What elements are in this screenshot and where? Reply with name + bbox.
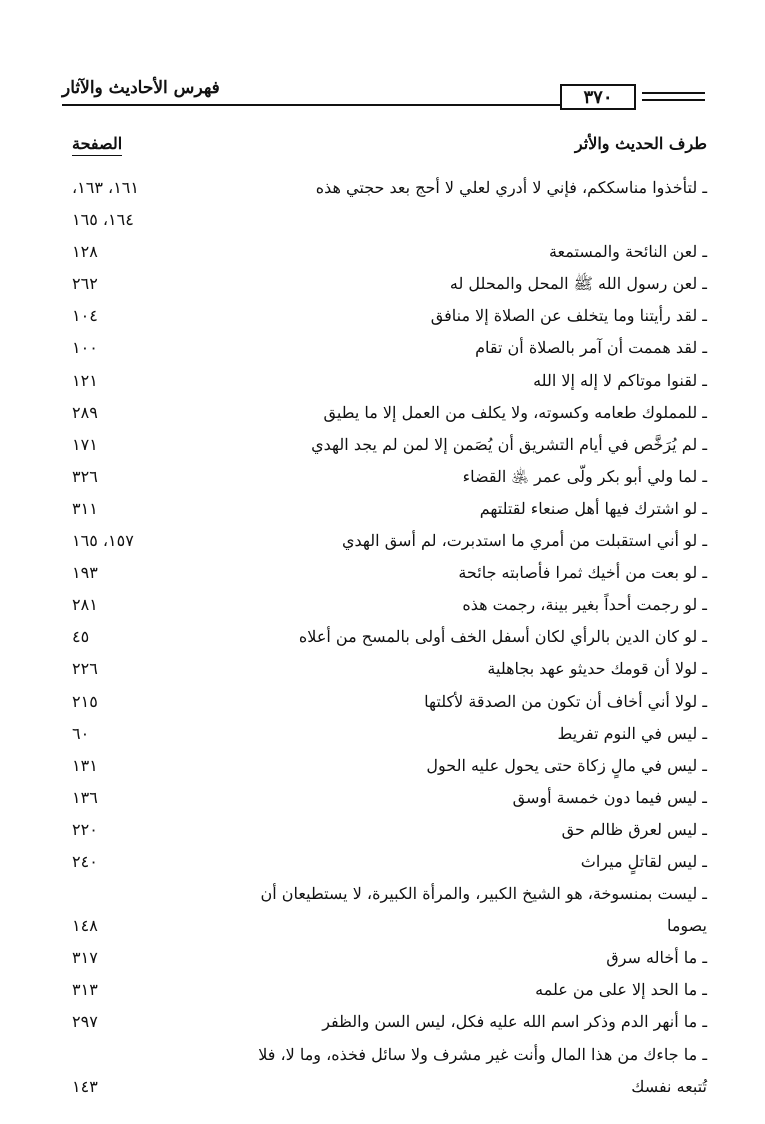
page-reference: ٣٢٦	[72, 466, 98, 486]
hadith-text: تُتبعه نفسك	[631, 1076, 707, 1096]
page-reference: ٦٠	[72, 723, 90, 743]
hadith-text: ـ لو كان الدين بالرأي لكان أسفل الخف أولى بالمسح من أعلاه	[298, 627, 707, 647]
hadith-text: ـ ليست بمنسوخة، هو الشيخ الكبير، والمرأة الكبيرة، لا يستطيعان أن	[260, 884, 707, 904]
index-row	[62, 268, 707, 300]
hadith-text: ـ لقنوا موتاكم لا إله إلا الله	[533, 370, 707, 390]
index-row	[62, 942, 707, 974]
page-reference: ١٤٨	[72, 916, 98, 936]
hadith-text: ـ لو رجمت أحداً بغير بينة، رجمت هذه	[462, 595, 707, 615]
index-row	[62, 1006, 707, 1038]
index-row	[62, 332, 707, 364]
hadith-text: ـ لعن النائحة والمستمعة	[548, 242, 707, 262]
index-row	[62, 557, 707, 589]
hadith-text: ـ ليس في النوم تفريط	[557, 723, 707, 743]
hadith-text: ـ ليس لقاتلٍ ميراث	[580, 851, 707, 871]
hadith-text: ـ للمملوك طعامه وكسوته، ولا يكلف من العمل إلا ما يطيق	[323, 402, 707, 422]
page-column-heading: الصفحة	[72, 134, 122, 156]
hadith-text: ـ لقد هممت أن آمر بالصلاة أن تقام	[475, 338, 707, 358]
column-headings	[62, 132, 707, 158]
page-reference: ٢٩٧	[72, 1012, 98, 1032]
hadith-text: ـ ما أخاله سرق	[606, 948, 707, 968]
text-column-heading: طرف الحديث والأثر	[574, 134, 707, 153]
page-reference: ٣١٣	[72, 980, 98, 1000]
page-reference: ١٦١، ١٦٣،	[72, 178, 139, 197]
header-double-rule-top	[642, 92, 705, 94]
hadith-text: ـ لتأخذوا مناسككم، فإني لا أدري لعلي لا أحج بعد حجتي هذه	[315, 178, 707, 197]
index-row	[62, 525, 707, 557]
index-row	[62, 589, 707, 621]
index-list	[62, 172, 707, 1103]
index-row	[62, 365, 707, 397]
index-row	[62, 204, 707, 236]
page-reference: ١٢٨	[72, 242, 98, 262]
hadith-text: ـ لما ولي أبو بكر ولّى عمر ﵁ القضاء	[462, 466, 707, 486]
hadith-text: ـ لقد رأيتنا وما يتخلف عن الصلاة إلا منافق	[430, 306, 707, 326]
hadith-text: ـ ليس لعرق ظالم حق	[561, 819, 707, 839]
hadith-text: ـ لو اشترك فيها أهل صنعاء لقتلتهم	[479, 498, 707, 518]
index-row	[62, 493, 707, 525]
hadith-text: ـ ليس في مالٍ زكاة حتى يحول عليه الحول	[426, 755, 707, 775]
page-reference: ٢٦٢	[72, 274, 98, 294]
page-reference: ٣١١	[72, 498, 98, 518]
book-title: فهرس الأحاديث والآثار	[62, 78, 220, 98]
index-row	[62, 172, 707, 204]
index-row	[62, 910, 707, 942]
page-header	[62, 72, 707, 116]
page-reference: ١٠٤	[72, 306, 98, 326]
index-row	[62, 974, 707, 1006]
index-row	[62, 782, 707, 814]
hadith-text: ـ لعن رسول الله ﷺ المحل والمحلل له	[449, 274, 707, 294]
index-row	[62, 686, 707, 718]
page-reference: ٢٢٠	[72, 819, 98, 839]
page-reference: ٢٤٠	[72, 851, 98, 871]
page-reference: ٢٨٩	[72, 402, 98, 422]
page-reference: ١٦٤، ١٦٥	[72, 210, 134, 230]
hadith-text: يصوما	[666, 916, 707, 936]
page-reference: ٣١٧	[72, 948, 98, 968]
index-row	[62, 1071, 707, 1103]
header-rule	[62, 104, 560, 106]
index-row	[62, 846, 707, 878]
page-reference: ٢٨١	[72, 595, 98, 615]
page-reference: ١٤٣	[72, 1076, 98, 1096]
page-reference: ١٩٣	[72, 563, 98, 583]
index-row	[62, 397, 707, 429]
page-reference: ١٧١	[72, 434, 98, 454]
hadith-text: ـ ما أنهر الدم وذكر اسم الله عليه فكل، ليس السن والظفر	[322, 1012, 707, 1032]
hadith-text: ـ لولا أني أخاف أن تكون من الصدقة لأكلتها	[424, 691, 707, 711]
index-row	[62, 750, 707, 782]
index-row	[62, 878, 707, 910]
hadith-text: ـ ما الحد إلا على من علمه	[535, 980, 707, 1000]
hadith-text: ـ لم يُرَخَّص في أيام التشريق أن يُصَمن إلا لمن لم يجد الهدي	[311, 434, 707, 454]
hadith-text: ـ لو أني استقبلت من أمري ما استدبرت، لم أسق الهدي	[341, 531, 707, 551]
page-number: ٣٧٠	[560, 84, 636, 110]
index-row	[62, 300, 707, 332]
index-row	[62, 814, 707, 846]
page-reference: ٤٥	[72, 627, 90, 647]
index-row	[62, 236, 707, 268]
hadith-text: ـ ما جاءك من هذا المال وأنت غير مشرف ولا سائل فخذه، وما لا، فلا	[258, 1044, 707, 1064]
page-reference: ١٣١	[72, 755, 98, 775]
page-reference: ٢٢٦	[72, 659, 98, 679]
page-reference: ١٢١	[72, 370, 98, 390]
page-reference: ١٣٦	[72, 787, 98, 807]
index-row	[62, 718, 707, 750]
hadith-text: ـ ليس فيما دون خمسة أوسق	[512, 787, 707, 807]
index-row	[62, 461, 707, 493]
index-row	[62, 653, 707, 685]
page-reference: ١٥٧، ١٦٥	[72, 531, 134, 551]
index-row	[62, 1039, 707, 1071]
index-row	[62, 621, 707, 653]
header-double-rule-bottom	[642, 99, 705, 101]
page-reference: ٢١٥	[72, 691, 98, 711]
hadith-text: ـ لولا أن قومك حديثو عهد بجاهلية	[487, 659, 707, 679]
hadith-text: ـ لو بعت من أخيك ثمرا فأصابته جائحة	[458, 563, 707, 583]
index-row	[62, 429, 707, 461]
page-reference: ١٠٠	[72, 338, 98, 358]
